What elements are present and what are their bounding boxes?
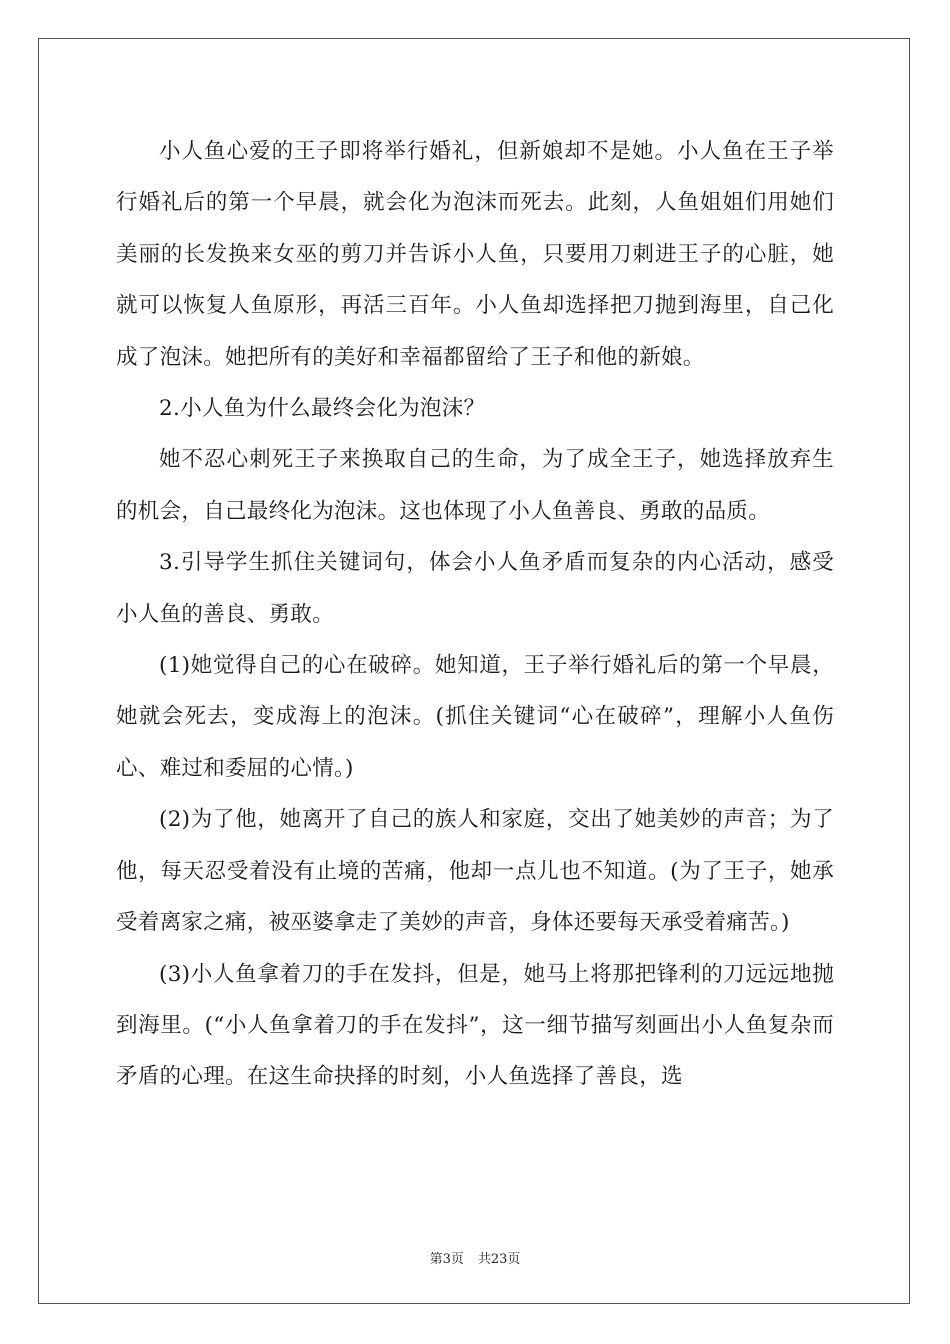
- paragraph-summary: 小人鱼心爱的王子即将举行婚礼，但新娘却不是她。小人鱼在王子举行婚礼后的第一个早晨，就会化为泡沫而死去。此刻，人鱼姐姐们用她们美丽的长发换来女巫的剪刀并告诉小人鱼，只要用刀刺进王子的心脏，她就可以恢复人鱼原形，再活三百年。小人鱼却选择把刀抛到海里，自己化成了泡沫。她把所有的美好和幸福都留给了王子和他的新娘。: [116, 139, 834, 370]
- page-footer: [0, 1248, 950, 1267]
- point-3: (3)小人鱼拿着刀的手在发抖，但是，她马上将那把锋利的刀远远地抛到海里。(“小人鱼拿着刀的手在发抖”，这一细节描写刻画出小人鱼复杂而矛盾的心理。在这生命抉择的时刻，小人鱼选择了善良，选: [116, 961, 834, 1090]
- total-pages-label: 共23页: [477, 1252, 521, 1267]
- answer-2: 她不忍心刺死王子来换取自己的生命，为了成全王子，她选择放弃生的机会，自己最终化为泡沫。这也体现了小人鱼善良、勇敢的品质。: [116, 447, 834, 524]
- point-1: (1)她觉得自己的心在破碎。她知道，王子举行婚礼后的第一个早晨，她就会死去，变成海上的泡沫。(抓住关键词“心在破碎”，理解小人鱼伤心、难过和委屈的心情。): [116, 653, 834, 781]
- instruction-3: 3.引导学生抓住关键词句，体会小人鱼矛盾而复杂的内心活动，感受小人鱼的善良、勇敢。: [116, 550, 834, 627]
- document-body: [116, 126, 834, 1103]
- question-2: 2.小人鱼为什么最终会化为泡沫？: [159, 396, 486, 422]
- current-page-label: 第3页: [429, 1252, 464, 1267]
- point-2: (2)为了他，她离开了自己的族人和家庭，交出了她美妙的声音；为了他，每天忍受着没有止境的苦痛，他却一点儿也不知道。(为了王子，她承受着离家之痛，被巫婆拿走了美妙的声音，身体还要每天承受着痛苦。): [116, 807, 834, 936]
